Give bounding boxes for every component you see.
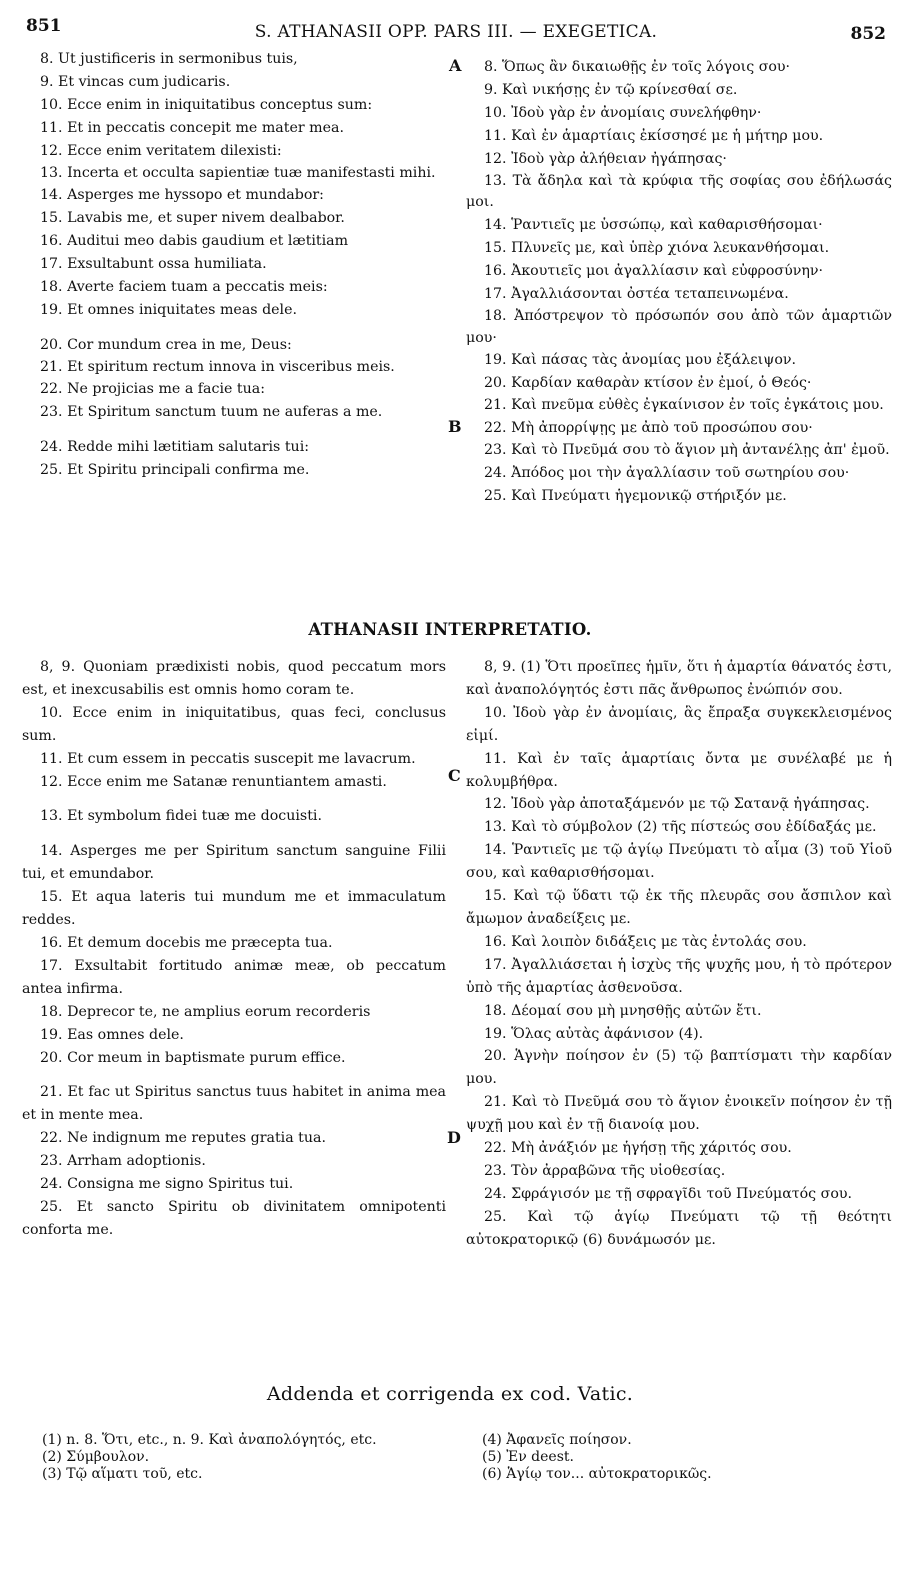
interp-latin-verse: 22. Ne indignum me reputes gratia tua. [40, 1130, 326, 1147]
psalm-greek-verse: 9. Καὶ νικήσῃς ἐν τῷ κρίνεσθαί σε. [484, 81, 738, 98]
interp-latin-verse: 25. Et sancto Spiritu ob divinitatem omnipotenti conforta me. [22, 1198, 446, 1238]
footnote: (3) Τῷ αἵματι τοῦ, etc. [42, 1466, 203, 1482]
interp-latin-verse: 14. Asperges me per Spiritum sanctum sanguine Filii tui, et emundabor. [22, 843, 446, 883]
interp-latin-verse: 16. Et demum docebis me præcepta tua. [40, 934, 333, 951]
psalm-greek-verse: 22. Μὴ ἀπορρίψῃς με ἀπὸ τοῦ προσώπου σου· [484, 419, 813, 436]
margin-marker-d: D [447, 1128, 461, 1147]
interp-latin-verse: 13. Et symbolum fidei tuæ me docuisti. [40, 808, 322, 825]
interp-greek-verse: 13. Καὶ τὸ σύμβολον (2) τῆς πίστεώς σου ἐδίδαξάς με. [484, 819, 877, 836]
notes-left-column [42, 1432, 462, 1483]
interp-greek-verse: 12. Ἰδοὺ γὰρ ἀποταξάμενόν με τῷ Σατανᾷ ἠγάπησας. [484, 796, 870, 813]
footnote: (5) Ἐν deest. [482, 1449, 574, 1465]
interp-greek-verse: 14. Ῥαντιεῖς με τῷ ἁγίῳ Πνεύματι τὸ αἷμα (3) τοῦ Υἱοῦ σου, καὶ καθαρισθήσομαι. [466, 842, 892, 882]
footnote: (6) Ἁγίῳ τον... αὐτοκρατορικῶς. [482, 1466, 712, 1482]
interp-greek-verse: 23. Τὸν ἀρραβῶνα τῆς υἱοθεσίας. [484, 1162, 726, 1179]
psalm-greek-verse: 13. Τὰ ἄδηλα καὶ τὰ κρύφια τῆς σοφίας σου ἐδήλωσάς μοι. [466, 172, 892, 211]
interp-greek-verse: 21. Καὶ τὸ Πνεῦμά σου τὸ ἅγιον ἐνοικεῖν ποίησον ἐν τῇ ψυχῇ μου καὶ ἐν τῇ διανοίᾳ μου. [466, 1094, 892, 1134]
interpretation-latin-column [22, 656, 446, 1242]
interp-latin-verse: 12. Ecce enim me Satanæ renuntiantem amasti. [40, 773, 387, 790]
interpretation-greek-column [466, 656, 892, 1252]
psalm-greek-verse: 21. Καὶ πνεῦμα εὐθὲς ἐγκαίνισον ἐν τοῖς ἐγκάτοις μου. [484, 397, 884, 414]
psalm-greek-verse: 18. Ἀπόστρεψον τὸ πρόσωπόν σου ἀπὸ τῶν ἁμαρτιῶν μου· [466, 307, 892, 346]
psalm-latin-column [22, 48, 446, 482]
psalm-latin-verse: 13. Incerta et occulta sapientiæ tuæ manifestasti mihi. [40, 164, 436, 181]
interp-latin-verse: 19. Eas omnes dele. [40, 1026, 184, 1043]
interp-greek-verse: 22. Μὴ ἀνάξιόν με ἡγήσῃ τῆς χάριτός σου. [484, 1140, 792, 1157]
interp-latin-verse: 10. Ecce enim in iniquitatibus, quas feci, conclusus sum. [22, 704, 446, 744]
interp-greek-verse: 17. Ἀγαλλιάσεται ἡ ἰσχὺς τῆς ψυχῆς μου, ἡ τὸ πρότερον ὑπὸ τῆς ἁμαρτίας ἀσθενοῦσα. [466, 956, 892, 996]
interp-latin-verse: 18. Deprecor te, ne amplius eorum recorderis [40, 1003, 371, 1020]
interp-greek-verse: 8, 9. (1) Ὅτι προεῖπες ἡμῖν, ὅτι ἡ ἁμαρτία θάνατός ἐστι, καὶ ἀναπολόγητός ἐστι πᾶς ἄνθρωπος ἐνώπιόν σου. [466, 659, 892, 698]
interp-latin-verse: 21. Et fac ut Spiritus sanctus tuus habitet in anima mea et in mente mea. [22, 1084, 446, 1124]
interp-greek-verse: 16. Καὶ λοιπὸν διδάξεις με τὰς ἐντολάς σου. [484, 933, 807, 950]
psalm-latin-verse: 21. Et spiritum rectum innova in visceribus meis. [40, 358, 395, 375]
margin-marker-b: B [448, 417, 462, 436]
running-header [26, 16, 886, 42]
interp-greek-verse: 18. Δέομαί σου μὴ μνησθῇς αὐτῶν ἔτι. [484, 1002, 762, 1019]
psalm-greek-verse: 17. Ἀγαλλιάσονται ὀστέα τεταπεινωμένα. [484, 285, 789, 302]
interp-latin-verse: 11. Et cum essem in peccatis suscepit me lavacrum. [40, 750, 416, 767]
page-number-left: 851 [26, 16, 62, 36]
psalm-latin-verse: 20. Cor mundum crea in me, Deus: [40, 336, 292, 353]
psalm-greek-verse: 10. Ἰδοὺ γὰρ ἐν ἀνομίαις συνελήφθην· [484, 104, 762, 121]
footnote: (4) Ἀφανεῖς ποίησον. [482, 1432, 632, 1448]
running-title: S. ATHANASII OPP. PARS III. — EXEGETICA. [254, 22, 658, 42]
psalm-latin-verse: 25. Et Spiritu principali confirma me. [40, 462, 310, 479]
psalm-latin-verse: 8. Ut justificeris in sermonibus tuis, [40, 51, 298, 67]
psalm-greek-verse: 14. Ῥαντιεῖς με ὑσσώπῳ, καὶ καθαρισθήσομαι· [484, 217, 823, 234]
psalm-latin-verse: 22. Ne projicias me a facie tua: [40, 381, 265, 398]
psalm-latin-verse: 12. Ecce enim veritatem dilexisti: [40, 142, 282, 159]
psalm-greek-verse: 8. Ὅπως ἂν δικαιωθῇς ἐν τοῖς λόγοις σου· [484, 59, 791, 75]
psalm-greek-column [466, 56, 892, 507]
psalm-latin-verse: 14. Asperges me hyssopo et mundabor: [40, 187, 324, 204]
psalm-greek-verse: 19. Καὶ πάσας τὰς ἀνομίας μου ἐξάλειψον. [484, 352, 797, 369]
notes-right-column [482, 1432, 882, 1483]
psalm-latin-verse: 17. Exsultabunt ossa humiliata. [40, 256, 267, 273]
psalm-latin-verse: 10. Ecce enim in iniquitatibus conceptus sum: [40, 96, 373, 113]
footnote: (1) n. 8. Ὅτι, etc., n. 9. Καὶ ἀναπολόγητός, etc. [42, 1432, 377, 1448]
footnote: (2) Σύμβουλον. [42, 1449, 150, 1465]
interp-greek-verse: 15. Καὶ τῷ ὕδατι τῷ ἐκ τῆς πλευρᾶς σου ἄσπιλον καὶ ἄμωμον ἀναδείξεις με. [466, 888, 892, 927]
interp-latin-verse: 23. Arrham adoptionis. [40, 1153, 206, 1170]
psalm-latin-verse: 16. Auditui meo dabis gaudium et lætitiam [40, 233, 349, 250]
interp-greek-verse: 24. Σφράγισόν με τῇ σφραγῖδι τοῦ Πνεύματός σου. [484, 1185, 853, 1202]
interp-latin-verse: 20. Cor meum in baptismate purum effice. [40, 1049, 346, 1066]
psalm-latin-verse: 9. Et vincas cum judicaris. [40, 73, 231, 90]
interp-greek-verse: 11. Καὶ ἐν ταῖς ἁμαρτίαις ὄντα με συνέλαβέ με ἡ κολυμβήθρα. [466, 750, 892, 790]
psalm-greek-verse: 11. Καὶ ἐν ἁμαρτίαις ἐκίσσησέ με ἡ μήτηρ μου. [484, 127, 824, 144]
psalm-greek-verse: 16. Ἀκουτιεῖς μοι ἀγαλλίασιν καὶ εὐφροσύνην· [484, 262, 823, 279]
interp-latin-verse: 15. Et aqua lateris tui mundum me et immaculatum reddes. [22, 889, 446, 929]
section-title: ATHANASII INTERPRETATIO. [308, 620, 592, 639]
psalm-greek-verse: 20. Καρδίαν καθαρὰν κτίσον ἐν ἐμοί, ὁ Θεός· [484, 375, 812, 392]
interp-latin-verse: 8, 9. Quoniam prædixisti nobis, quod peccatum mors est, et inexcusabilis est omnis homo coram te. [22, 659, 446, 698]
psalm-greek-verse: 25. Καὶ Πνεύματι ἡγεμονικῷ στήριξόν με. [484, 487, 787, 504]
margin-marker-a: A [449, 56, 462, 75]
psalm-greek-verse: 15. Πλυνεῖς με, καὶ ὑπὲρ χιόνα λευκανθήσομαι. [484, 240, 830, 257]
psalm-greek-verse: 12. Ἰδοὺ γὰρ ἀλήθειαν ἠγάπησας· [484, 150, 727, 167]
interp-latin-verse: 24. Consigna me signo Spiritus tui. [40, 1176, 294, 1193]
psalm-latin-verse: 24. Redde mihi lætitiam salutaris tui: [40, 439, 310, 456]
interp-greek-verse: 10. Ἰδοὺ γὰρ ἐν ἀνομίαις, ἃς ἔπραξα συγκεκλεισμένος εἰμί. [466, 704, 892, 744]
psalm-latin-verse: 23. Et Spiritum sanctum tuum ne auferas a me. [40, 404, 383, 421]
psalm-latin-verse: 15. Lavabis me, et super nivem dealbabor. [40, 210, 345, 227]
interp-greek-verse: 19. Ὅλας αὐτὰς ἀφάνισον (4). [484, 1025, 704, 1042]
interp-greek-verse: 20. Ἁγνὴν ποίησον ἐν (5) τῷ βαπτίσματι τὴν καρδίαν μου. [466, 1048, 892, 1088]
psalm-latin-verse: 19. Et omnes iniquitates meas dele. [40, 301, 297, 318]
psalm-latin-verse: 11. Et in peccatis concepit me mater mea. [40, 119, 344, 136]
interp-greek-verse: 25. Καὶ τῷ ἁγίῳ Πνεύματι τῷ τῇ θεότητι αὐτοκρατορικῷ (6) δυνάμωσόν με. [466, 1208, 892, 1248]
psalm-greek-verse: 24. Ἀπόδος μοι τὴν ἀγαλλίασιν τοῦ σωτηρίου σου· [484, 464, 850, 481]
psalm-latin-verse: 18. Averte faciem tuam a peccatis meis: [40, 278, 328, 295]
psalm-greek-verse: 23. Καὶ τὸ Πνεῦμά σου τὸ ἅγιον μὴ ἀντανέλῃς ἀπ' ἐμοῦ. [484, 441, 890, 458]
page-number-right: 852 [850, 24, 886, 44]
margin-marker-c: C [448, 766, 461, 785]
interp-latin-verse: 17. Exsultabit fortitudo animæ meæ, ob peccatum antea infirma. [22, 957, 446, 997]
addenda-title: Addenda et corrigenda ex cod. Vatic. [266, 1383, 634, 1405]
